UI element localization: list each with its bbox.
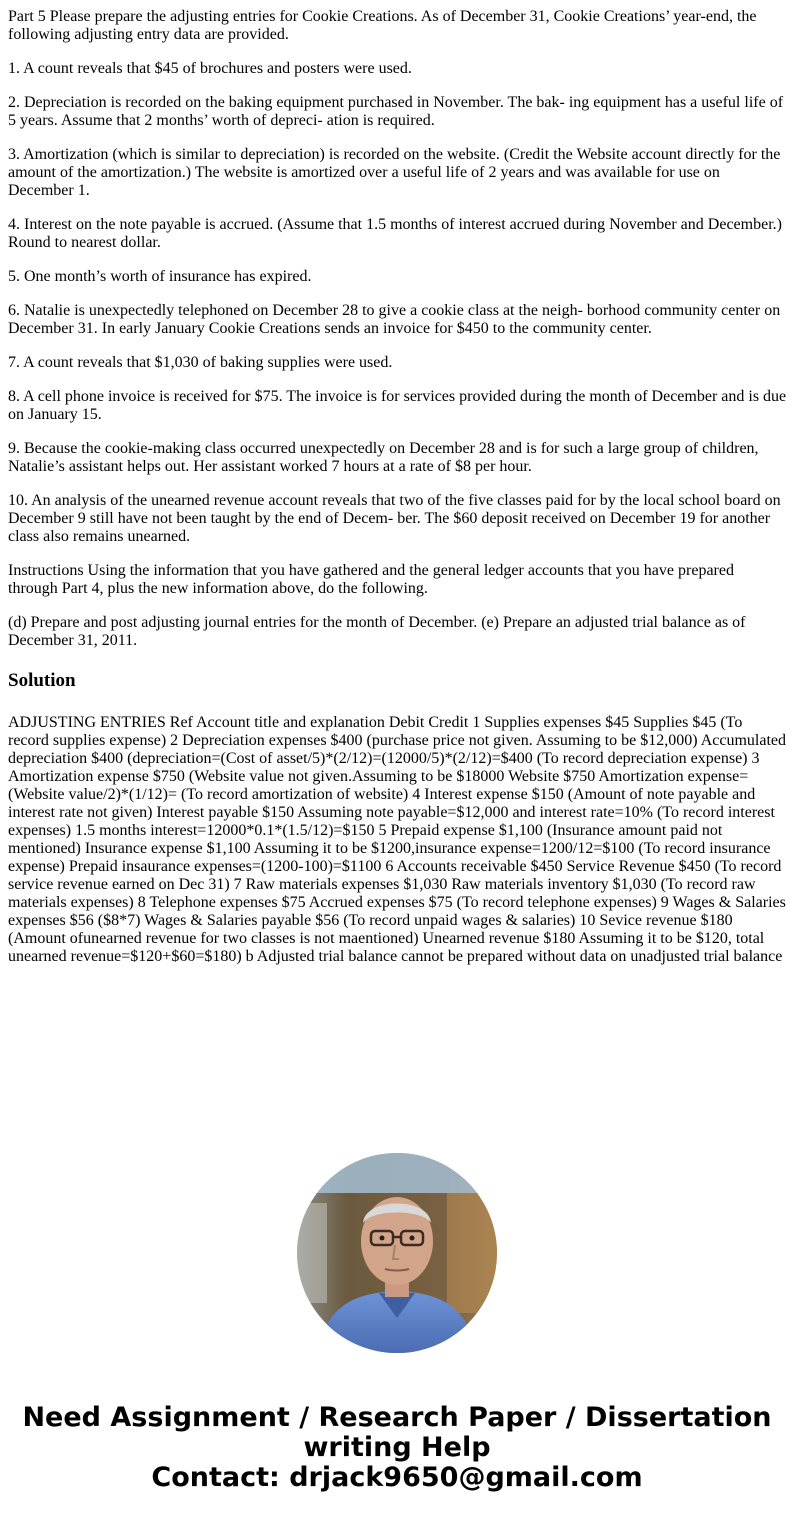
- question-content: [8, 8, 787, 982]
- solution-body: ADJUSTING ENTRIES Ref Account title and explanation Debit Credit 1 Supplies expenses $45 Supplies $45 (To record supplies expense) 2 Depreciation expenses $400 (purchase price not given. Assuming to be $12,000) Accumulated depreciation $400 (depreciation=(Cost of asset/5)*(2/12)=(12000/5)*(2/12)=$400 (To record depreciation expense) 3 Amortization expense $750 (Website value not given.Assuming to be $18000 Website $750 Amortization expense=(Website value/2)*(1/12)= (To record amortization of website) 4 Interest expense $150 (Amount of note payable and interest rate not given) Interest payable $150 Assuming note payable=$12,000 and interest rate=10% (To record interest expenses) 1.5 months interest=12000*0.1*(1.5/12)=$150 5 Prepaid expense $1,100 (Insurance amount paid not mentioned) Insurance expense $1,100 Assuming it to be $1200,insurance expense=1200/12=$100 (To record insurance expense) Prepaid insaurance expenses=(1200-100)=$1100 6 Accounts receivable $450 Service Revenue $450 (To record service revenue earned on Dec 31) 7 Raw materials expenses $1,030 Raw materials inventory $1,030 (To record raw materials expenses) 8 Telephone expenses $75 Accrued expenses $75 (To record telephone expenses) 9 Wages & Salaries expenses $56 ($8*7) Wages & Salaries payable $56 (To record unpaid wages & salaries) 10 Sevice revenue $180 (Amount ofunearned revenue for two classes is not maentioned) Unearned revenue $180 Assuming it to be $120, total unearned revenue=$120+$60=$180) b Adjusted trial balance cannot be prepared without data on unadjusted trial balance: [8, 714, 787, 965]
- question-item-2: 2. Depreciation is recorded on the baking equipment purchased in November. The bak- ing equipment has a useful life of 5 years. Assume that 2 months’ worth of depreci- ation is required.: [8, 94, 784, 129]
- question-item-6: 6. Natalie is unexpectedly telephoned on December 28 to give a cookie class at the neigh- borhood community center on December 31. In early January Cookie Creations sends an invoice for $450 to the community center.: [8, 302, 781, 337]
- question-instructions: Instructions Using the information that you have gathered and the general ledger accounts that you have prepared through Part 4, plus the new information above, do the following.: [8, 562, 734, 597]
- promo-line-2: writing Help: [303, 1432, 491, 1463]
- promo-footer: [0, 1403, 794, 1493]
- author-avatar: [297, 1153, 497, 1353]
- question-item-3: 3. Amortization (which is similar to depreciation) is recorded on the website. (Credit the Website account directly for the amount of the amortization.) The website is amortized over a useful life of 2 years and was available for use on December 1.: [8, 146, 781, 199]
- question-item-8: 8. A cell phone invoice is received for $75. The invoice is for services provided during the month of December and is due on January 15.: [8, 388, 787, 423]
- question-item-5: 5. One month’s worth of insurance has expired.: [8, 268, 312, 285]
- question-item-10: 10. An analysis of the unearned revenue account reveals that two of the five classes paid for by the local school board on December 9 still have not been taught by the end of Decem- ber. The $60 deposit received on December 19 for another class also remains unearned.: [8, 492, 781, 545]
- solution-heading: Solution: [8, 670, 76, 691]
- question-intro: Part 5 Please prepare the adjusting entries for Cookie Creations. As of December 31, Cookie Creations’ year-end, the following adjusting entry data are provided.: [8, 8, 757, 43]
- question-item-4: 4. Interest on the note payable is accrued. (Assume that 1.5 months of interest accrued during November and December.) Round to nearest dollar.: [8, 216, 782, 251]
- question-item-1: 1. A count reveals that $45 of brochures and posters were used.: [8, 60, 412, 77]
- question-tasks: (d) Prepare and post adjusting journal entries for the month of December. (e) Prepare an adjusted trial balance as of December 31, 2011.: [8, 614, 746, 649]
- promo-contact: Contact: drjack9650@gmail.com: [151, 1462, 643, 1493]
- promo-line-1: Need Assignment / Research Paper / Dissertation: [22, 1402, 772, 1433]
- question-item-7: 7. A count reveals that $1,030 of baking supplies were used.: [8, 354, 393, 371]
- question-item-9: 9. Because the cookie-making class occurred unexpectedly on December 28 and is for such a large group of children, Natalie’s assistant helps out. Her assistant worked 7 hours at a rate of $8 per hour.: [8, 440, 759, 475]
- author-portrait-icon: [297, 1153, 497, 1353]
